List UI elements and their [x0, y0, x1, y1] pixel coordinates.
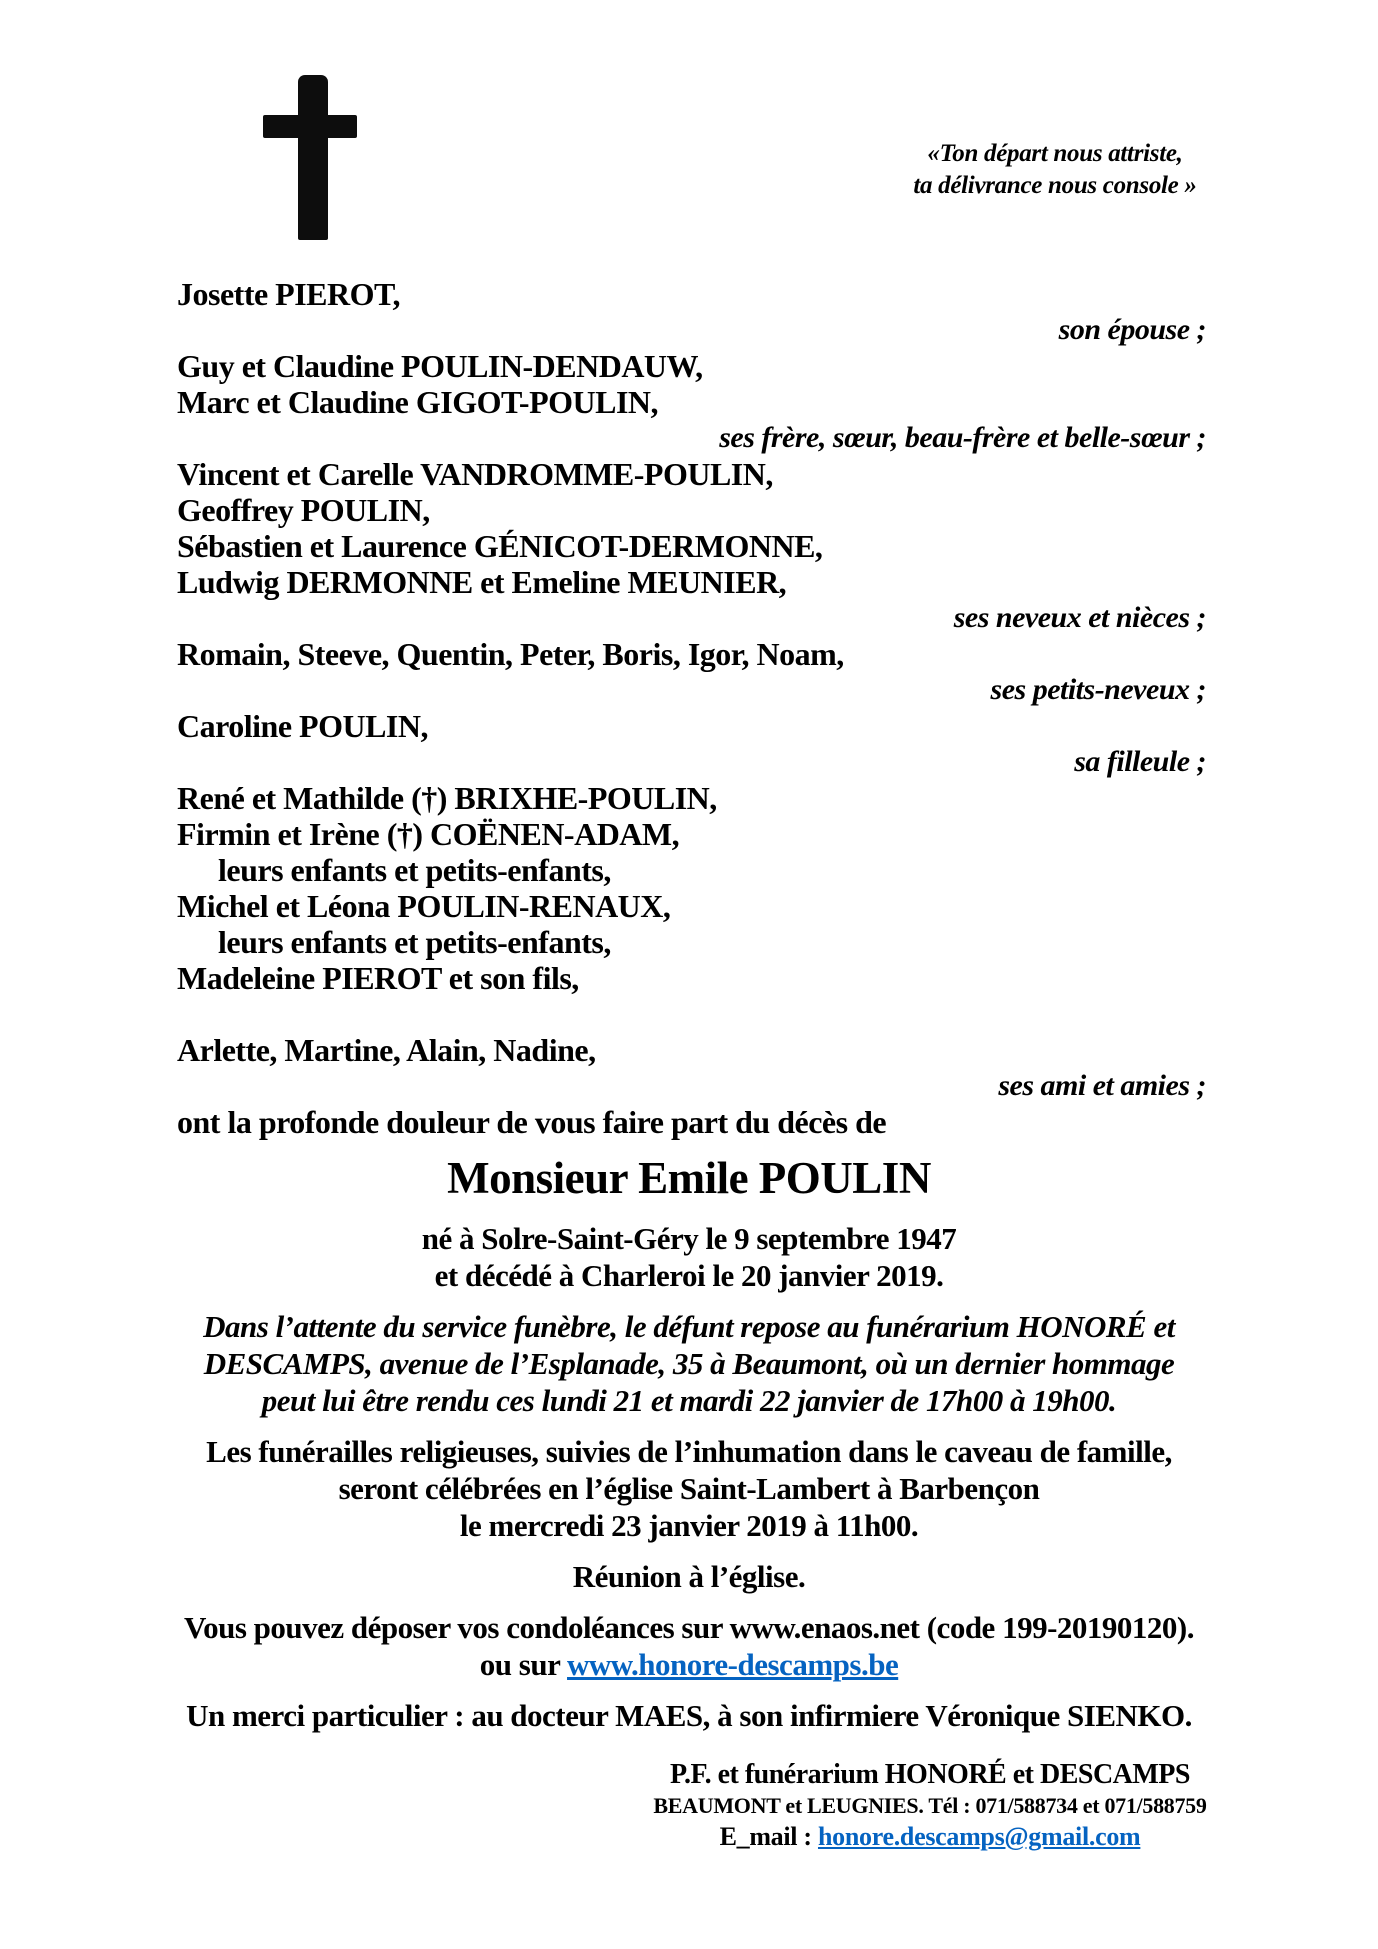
birth-line: né à Solre-Saint-Géry le 9 septembre 1947	[421, 1221, 957, 1256]
condolences-line: Vous pouvez déposer vos condoléances sur www.enaos.net (code 199-20190120).	[184, 1610, 1194, 1645]
relation-label-friends: ses ami et amies ;	[998, 1069, 1206, 1102]
condolences-link-line	[0, 1646, 1378, 1683]
funeral-home-address: BEAUMONT et LEUGNIES. Tél : 071/588734 et 071/588759	[653, 1793, 1207, 1818]
relation-label-grandnephews: ses petits-neveux ;	[990, 673, 1206, 706]
announcement-sentence: ont la profonde douleur de vous faire part du décès de	[177, 1104, 887, 1140]
family-line: Sébastien et Laurence GÉNICOT-DERMONNE,	[177, 528, 823, 564]
funeral-line-1: Les funérailles religieuses, suivies de l’inhumation dans le caveau de famille,	[206, 1434, 1172, 1469]
family-line: Romain, Steeve, Quentin, Peter, Boris, Igor, Noam,	[177, 636, 844, 672]
wake-line-2: DESCAMPS, avenue de l’Esplanade, 35 à Beaumont, où un dernier hommage	[203, 1346, 1175, 1381]
family-line-friends: Arlette, Martine, Alain, Nadine,	[177, 1032, 596, 1068]
email-label: E_mail :	[719, 1822, 818, 1851]
family-line: Firmin et Irène (†) COËNEN-ADAM,	[177, 816, 680, 852]
family-line: Caroline POULIN,	[177, 708, 428, 744]
quote-line-2: ta délivrance nous console »	[913, 172, 1197, 199]
condolences-link-prefix: ou sur	[479, 1647, 568, 1682]
funeral-paragraph	[0, 1433, 1378, 1544]
quote-line-1: «Ton départ nous attriste,	[927, 140, 1183, 167]
thanks-line: Un merci particulier : au docteur MAES, à son infirmiere Véronique SIENKO.	[186, 1698, 1192, 1733]
relation-label-siblings: ses frère, sœur, beau-frère et belle-sœur ;	[719, 421, 1206, 454]
family-line: Vincent et Carelle VANDROMME-POULIN,	[177, 456, 773, 492]
reunion-line: Réunion à l’église.	[572, 1559, 806, 1594]
funeral-home-info	[580, 1758, 1280, 1854]
family-line: Michel et Léona POULIN-RENAUX,	[177, 888, 671, 924]
family-line: Marc et Claudine GIGOT-POULIN,	[177, 384, 659, 420]
email-link[interactable]: honore.descamps@gmail.com	[817, 1822, 1141, 1851]
relation-label-goddaughter: sa filleule ;	[1074, 745, 1206, 778]
funeral-home-email-line	[580, 1820, 1280, 1854]
honore-descamps-website-link[interactable]: www.honore-descamps.be	[567, 1647, 899, 1682]
family-line: Geoffrey POULIN,	[177, 492, 430, 528]
family-line: Madeleine PIEROT et son fils,	[177, 960, 579, 996]
wake-line-1: Dans l’attente du service funèbre, le défunt repose au funérarium HONORÉ et	[203, 1309, 1175, 1344]
funeral-line-2: seront célébrées en l’église Saint-Lambert à Barbençon	[338, 1471, 1040, 1506]
family-line-children: leurs enfants et petits-enfants,	[218, 852, 611, 888]
family-line-children: leurs enfants et petits-enfants,	[218, 924, 611, 960]
wake-paragraph	[0, 1308, 1378, 1419]
family-line: René et Mathilde (†) BRIXHE-POULIN,	[177, 780, 717, 816]
family-line-spouse: Josette PIEROT,	[177, 276, 400, 312]
condolences-paragraph	[0, 1609, 1378, 1683]
funeral-home-name: P.F. et funérarium HONORÉ et DESCAMPS	[670, 1759, 1190, 1790]
death-line: et décédé à Charleroi le 20 janvier 2019.	[434, 1258, 944, 1293]
funeral-line-3: le mercredi 23 janvier 2019 à 11h00.	[459, 1508, 919, 1543]
wake-line-3: peut lui être rendu ces lundi 21 et mardi 22 janvier de 17h00 à 19h00.	[261, 1383, 1117, 1418]
spacer	[0, 996, 1378, 1032]
family-line: Ludwig DERMONNE et Emeline MEUNIER,	[177, 564, 787, 600]
relation-label-nephews: ses neveux et nièces ;	[953, 601, 1206, 634]
family-line: Guy et Claudine POULIN-DENDAUW,	[177, 348, 703, 384]
relation-label-spouse: son épouse ;	[1058, 313, 1206, 346]
deceased-name: Monsieur Emile POULIN	[447, 1153, 931, 1203]
